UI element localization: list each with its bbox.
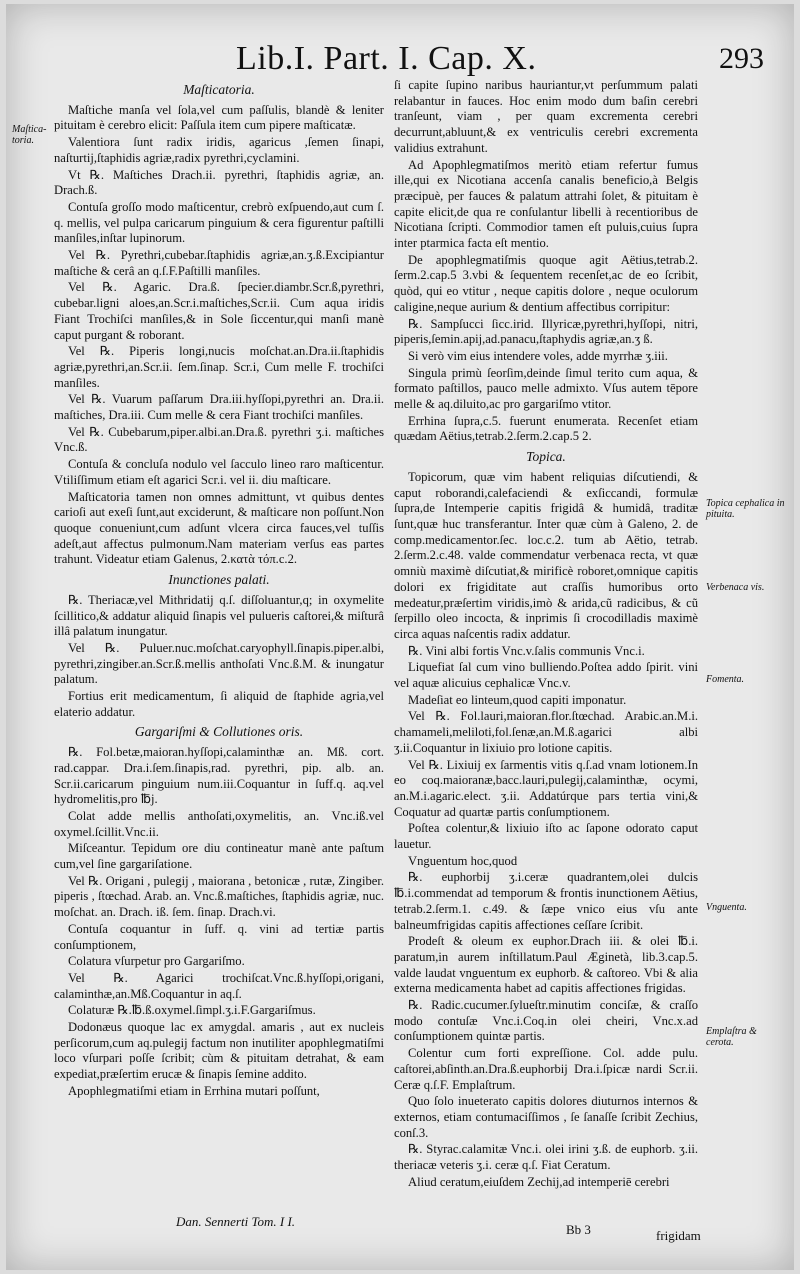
paragraph: Maſtiche manſa vel ſola,vel cum paſſulis, blandè & leniter pituitam è cerebro elicit: Paſſula item cum pipere maſticatæ. xyxy=(54,102,384,133)
paragraph: ℞. Radic.cucumer.ſylueſtr.minutim conciſæ, & craſſo modo contuſæ Vnc.i.Coq.in olei cheiri, Vnc.x.ad conſumptionem quintæ partis. xyxy=(394,998,698,1044)
paragraph: ℞. Styrac.calamitæ Vnc.i. olei irini ʒ.ß. de euphorb. ʒ.ii. theriacæ veteris ʒ.i. ceræ q.ſ. Fiat Ceratum. xyxy=(394,1142,698,1173)
paragraph: Ad Apophlegmatiſmos meritò etiam refertur fumus ille,qui ex Nicotiana accenſa canalis beneficio,à Belgis præcipuè, per fauces & palatum attrahi ſolet, & pituitam è capite elicit,de qua re conſulantur libelli à recentioribus de Nicotiana ſcripti. Commodior tamen eſt puluis,cuius ſupra inter ptarmica facta eſt mentio. xyxy=(394,157,698,251)
paragraph: ℞. euphorbij ʒ.i.ceræ quadrantem,olei dulcis ℔.i.commendat ad temporum & frontis inunctionem Aëtius, tetrab.2.ſerm.1. c.49. & ſæpe vnico eius vſu ante balneumfrigidas capitis affectiones ceſſare ſcribit. xyxy=(394,870,698,932)
paragraph: Vel ℞. Agaric. Dra.ß. ſpecier.diambr.Scr.ß,pyrethri, cubebar.ligni aloes,an.Scr.i.maſtiches,Scr.ii. Cum aqua iridis Fiant Trochiſci manſiles,& in Sole ſiccentur,qui manſi manè caput purgant & roborant. xyxy=(54,280,384,342)
paragraph: Colat adde mellis anthoſati,oxymelitis, an. Vnc.iß.vel oxymel.ſcillit.Vnc.ii. xyxy=(54,808,384,839)
margin-note-emplastra: Emplaſtra & cerota. xyxy=(706,1026,757,1048)
paragraph: Si verò vim eius intendere voles, adde myrrhæ ʒ.iii. xyxy=(408,348,668,363)
paragraph: Vel ℞. Agarici trochiſcat.Vnc.ß.hyſſopi,origani, calaminthæ,an.Mß.Coquantur in aq.ſ. xyxy=(54,970,384,1001)
paragraph: ſi capite ſupino naribus hauriantur,vt perſummum palati relabantur in fauces. Hoc enim modo dum baſin cerebri tranſeunt, viam , per quam excrementa cerebri decurrunt,abluunt,& ex ventriculis cerebri excrementa validius extrahunt. xyxy=(394,78,698,155)
section-heading: Inunctiones palati. xyxy=(168,572,270,588)
paragraph: Vel ℞. Cubebarum,piper.albi.an.Dra.ß. pyrethri ʒ.i. maſtiches Vnc.ß. xyxy=(54,424,384,455)
running-title: Lib.I. Part. I. Cap. X. xyxy=(236,40,537,77)
paragraph: Miſceantur. Tepidum ore diu contineatur manè ante paſtum cum,vel ſine gargariſatione. xyxy=(54,841,384,872)
paragraph: Vel ℞. Lixiuij ex ſarmentis vitis q.ſ.ad vnam lotionem.In eo coq.maioranæ,bacc.lauri,pulegij,calaminthæ, ocymi, an.M.i.agaric.elect. ʒ.ii. Addatúrque pars tertia vini,& Coquatur ad quartæ partis conſumptionem. xyxy=(394,757,698,819)
page-number: 293 xyxy=(719,42,764,75)
paragraph: Vel ℞. Puluer.nuc.moſchat.caryophyll.ſinapis.piper.albi, pyrethri,zingiber.an.Scr.ß.mellis anthoſati Vnc.ß.M. & inungatur palatum. xyxy=(54,640,384,687)
paragraph: Prodeſt & oleum ex euphor.Drach iii. & olei ℔.i. paratum,in aurem inſtillatum.Paul Æginetà, lib.3.cap.5. valde laudat vnguentum ex euphorb. & caſtoreo. Vbi & alia externa medicamenta habet ad capitis affectiones frigidas. xyxy=(394,934,698,996)
paragraph: Contuſa & concluſa nodulo vel ſacculo lineo raro maſticentur. Vtiliſſimum etiam eſt agarici Scr.i. vel ii. diu maſticare. xyxy=(54,457,384,487)
paragraph: Apophlegmatiſmi etiam in Errhina mutari poſſunt, xyxy=(68,1083,320,1098)
paragraph: Vel ℞. Fol.lauri,maioran.flor.ſtœchad. Arabic.an.M.i. chamameli,meliloti,fol.ſenæ,an.M.ß.agarici albi ʒ.ii.Coquantur in lixiuio pro lotione capitis. xyxy=(394,709,698,755)
paragraph: Contuſa coquantur in ſuff. q. vini ad tertiæ partis conſumptionem, xyxy=(54,921,384,952)
paragraph: ℞. Fol.betæ,maioran.hyſſopi,calaminthæ an. Mß. cort. rad.cappar. Dra.i.ſem.ſinapis,rad. pyrethri, pip. alb. an. Scr.ii.caricarum pinguium num.iii.Coquantur in ſuff.q. aq.vel hydromelitis,pro ℔j. xyxy=(54,745,384,807)
paragraph: Topicorum, quæ vim habent reliquias diſcutiendi, & caput roborandi,calefaciendi & exſiccandi, formulæ ſupra,de Intemperie capitis frigidâ & humidâ, traditæ ſunt,quæ huc transferantur. Inter quæ cùm à Galeno, 2. de comp.medicamentor.ſec. loc.c.2. tum ab Aëtio, tetrab. 2.ſerm.2.c.48. valde commendatur verbenaca recta, vt quæ omniù maximè diſcutiat,& mirificè roboret,omnique capitis dolori ex frigiditate aut craſſis humoribus orto medeatur,præſertim viridis,imò & arida,cũ radicibus, & cũ ſerpillo oleo incocta, & inprimis ſi crocodilladis maximè circa aquas naſcentis radix addatur. xyxy=(394,469,698,641)
margin-note-verbenaca: Verbenaca vis. xyxy=(706,582,765,593)
margin-note-topica: Topica cephalica in pituita. xyxy=(706,498,785,520)
paragraph: Vel ℞. Vuarum paſſarum Dra.iii.hyſſopi,pyrethri an. Dra.ii. maſtiches, Dra.iii. Cum melle & cera Fiant trochiſci manſiles. xyxy=(54,392,384,423)
paragraph: Colentur cum forti expreſſione. Col. adde pulu. caſtorei,abſinth.an.Dra.ß.euphorbij Dra.i.ſpicæ nardi Scr.ii. Ceræ q.ſ.F. Emplaſtrum. xyxy=(394,1046,698,1092)
right-column xyxy=(394,78,698,1228)
paragraph: Fortius erit medicamentum, ſi aliquid de ſtaphide agria,vel elaterio addatur. xyxy=(54,689,384,719)
paragraph: Liquefiat ſal cum vino bulliendo.Poſtea addo ſpirit. vini vel aquæ alicuius cephalicæ Vnc.v. xyxy=(394,660,698,691)
paragraph: Maſticatoria tamen non omnes admittunt, vt quibus dentes carioſi aut exeſi ſunt,aut exciderunt, & maſticare non poſſunt.Non quoque conueniunt,cum adſunt vlcera circa fauces,vel tuſſis adeſt,aut affectus pulmonum.Nam materiam verſus eas partes trahunt. Videatur etiam Galenus, 2.κατὰ τόπ.c.2. xyxy=(54,489,384,567)
paragraph: Poſtea colentur,& lixiuio iſto ac ſapone odorato caput lauetur. xyxy=(394,821,698,852)
page-header xyxy=(236,40,774,80)
paragraph: De apophlegmatiſmis quoque agit Aëtius,tetrab.2. ſerm.2.cap.5 3.vbi & ſequentem recenſet,ac de eo ſcribit, quòd, qui eo vtitur , neque capitis dolore , neque oculorum caligine,neque aurium & dentium affectibus corripitur: xyxy=(394,252,698,314)
section-heading: Gargariſmi & Collutiones oris. xyxy=(134,724,304,740)
paragraph: Errhina ſupra,c.5. fuerunt enumerata. Recenſet etiam quædam Aëtius,tetrab.2.ſerm.2.cap.5 2. xyxy=(394,413,698,444)
paragraph: Vel ℞. Origani , pulegij , maiorana , betonicæ , rutæ, Zingiber. piperis , ſtœchad. Arab. an. Vnc.ß.maſtiches, ſtaphidis agriæ, nuc. moſchat. an. Drach. iß. ſem. ſinap. Drach.vi. xyxy=(54,873,384,920)
paragraph: Vel ℞. Piperis longi,nucis moſchat.an.Dra.ii.ſtaphidis agriæ,pyrethri,an.Scr.ii. ſem.ſinap. Scr.i, Cum melle F. trochiſci manſiles. xyxy=(54,344,384,390)
paragraph: Vel ℞. Pyrethri,cubebar.ſtaphidis agriæ,an.ʒ.ß.Excipiantur maſtiche & cerâ an q.ſ.F.Paſtilli manſiles. xyxy=(54,248,384,278)
paragraph: Aliud ceratum,eiuſdem Zechij,ad intemperiē cerebri xyxy=(408,1174,670,1189)
margin-note-fomenta: Fomenta. xyxy=(706,674,745,685)
paragraph: Singula primù ſeorſim,deinde ſimul terito cum aqua, & formato paſtillos, pauco melle admixto. Vſus autem tēpore melle & aq.diluito,ac pro gargariſmo vtitor. xyxy=(394,365,698,412)
margin-note-vnguenta: Vnguenta. xyxy=(706,902,747,913)
paragraph: Dodonæus quoque lac ex amygdal. amaris , aut ex nucleis perſicorum,cum aq.pulegij factum non inutiliter apophlegmatiſmi loco vſurpari poſſe ſcribit; cùm & pituitam detrahat, & eam expediat,præſertim erucæ & ſinapis ſemine addito. xyxy=(54,1020,384,1082)
paragraph: Colatura vſurpetur pro Gargariſmo. xyxy=(68,954,245,969)
paragraph: Colaturæ ℞.℔.ß.oxymel.ſimpl.ʒ.i.F.Gargariſmus. xyxy=(68,1003,316,1018)
left-column xyxy=(54,78,384,1228)
paragraph: Vnguentum hoc,quod xyxy=(408,853,518,868)
paragraph: Madeſiat eo linteum,quod capiti imponatur. xyxy=(408,692,627,707)
catchword: frigidam xyxy=(656,1228,701,1243)
book-page xyxy=(6,4,794,1270)
paragraph: Valentiora ſunt radix iridis, agaricus ,ſemen ſinapi, naſturtij,ſtaphidis agriæ,radix pyrethri,cyclamini. xyxy=(54,135,384,165)
section-heading: Topica. xyxy=(526,449,566,465)
paragraph: ℞. Theriacæ,vel Mithridatij q.ſ. diſſoluantur,q; in oxymelite ſcillitico,& addatur aliquid ſinapis vel pulueris caſtorei,& miſturâ illâ palatum inungatur. xyxy=(54,592,384,639)
paragraph: ℞. Vini albi fortis Vnc.v.ſalis communis Vnc.i. xyxy=(408,643,645,658)
signature-mark: Bb 3 xyxy=(566,1222,591,1237)
paragraph: Contuſa groſſo modo maſticentur, crebrò exſpuendo,aut cum ſ. q. mellis, vel pulpa caricarum pinguium & cera figurentur paſtilli manſiles,inſtar lupinorum. xyxy=(54,199,384,246)
paragraph: ℞. Sampſucci ſicc.irid. Illyricæ,pyrethri,hyſſopi, nitri, piperis,ſemin.apij,ad.panacu,ſtaphydis agriæ,an.ʒ ß. xyxy=(394,316,698,347)
margin-note-masticatoria: Maſtica-toria. xyxy=(12,124,47,146)
paragraph: Quo ſolo inueterato capitis dolores diuturnos internos & externos, etiam contumaciſſimos , ſe ſanaſſe ſcribit Zechius, conſ.3. xyxy=(394,1094,698,1140)
paragraph: Vt ℞. Maſtiches Drach.ii. pyrethri, ſtaphidis agriæ, an. Drach.ß. xyxy=(54,167,384,198)
printer-signature: Dan. Sennerti Tom. I I. xyxy=(176,1214,296,1229)
section-heading: Maſticatoria. xyxy=(183,82,255,97)
